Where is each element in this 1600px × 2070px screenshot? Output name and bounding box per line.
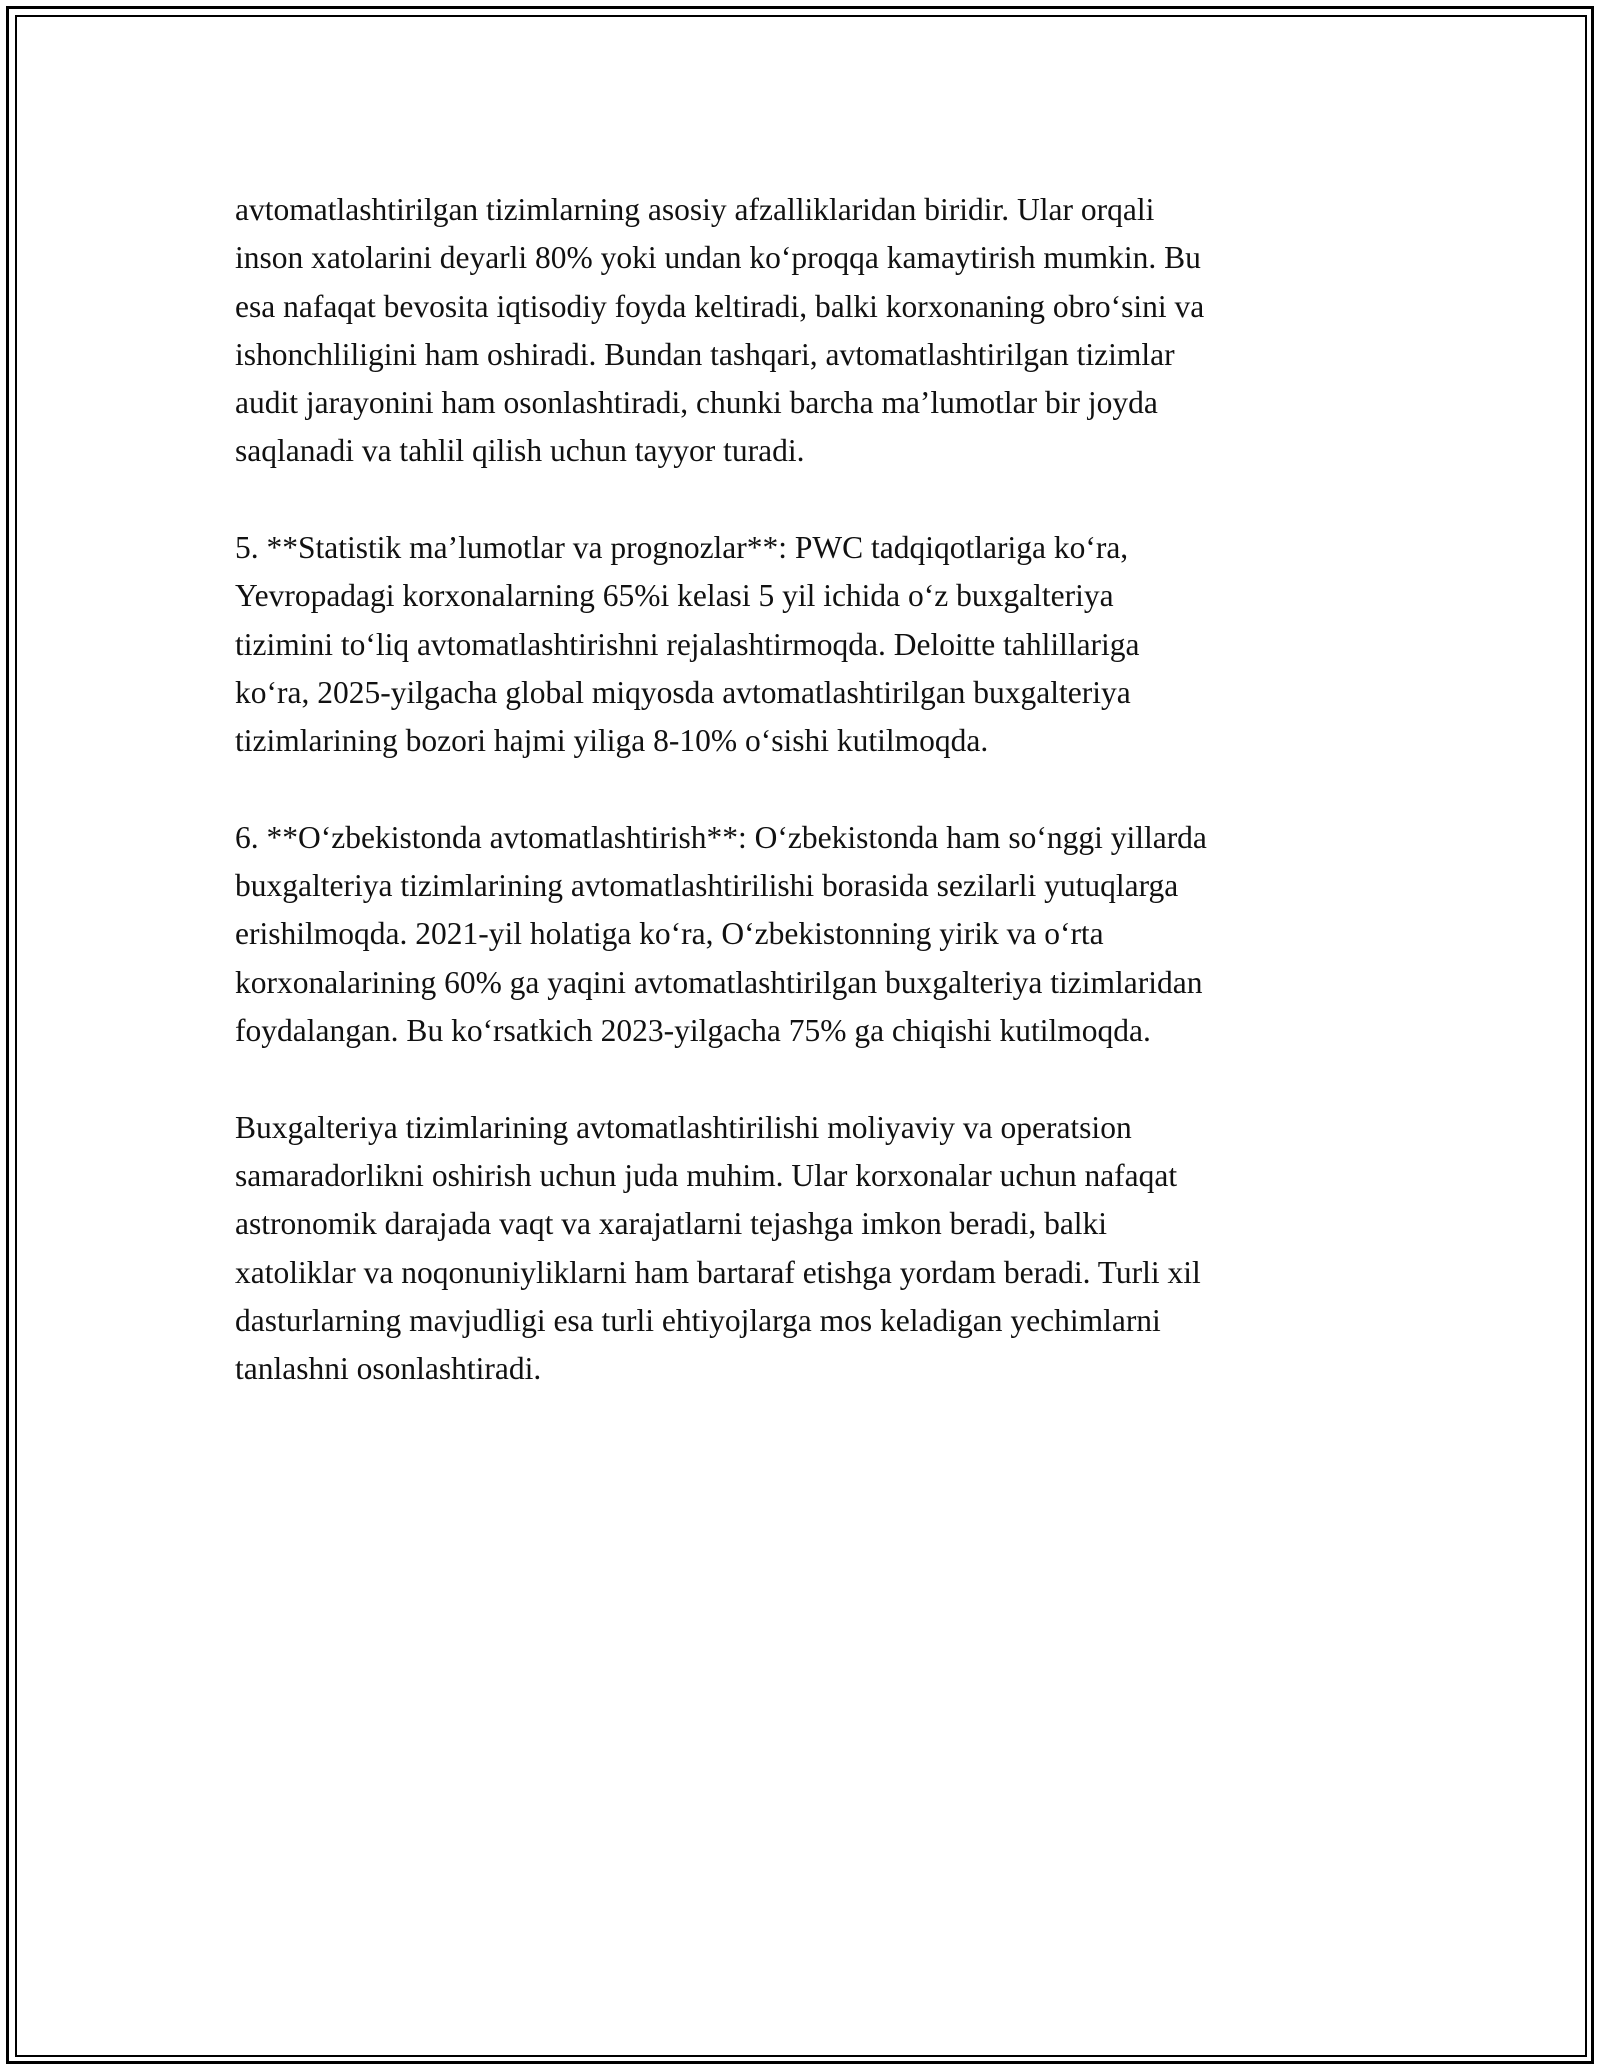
paragraph-conclusion [235, 1104, 1370, 1394]
text-line: saqlanadi va tahlil qilish uchun tayyor turadi. [235, 433, 805, 469]
text-line: Buxgalteriya tizimlarining avtomatlashtirilishi moliyaviy va operatsion [235, 1109, 1132, 1145]
text-line: tanlashni osonlashtiradi. [235, 1351, 542, 1387]
document-body [235, 186, 1370, 1442]
text-line: xatoliklar va noqonuniyliklarni ham bartaraf etishga yordam beradi. Turli xil [235, 1254, 1201, 1290]
text-line: 6. **O‘zbekistonda avtomatlashtirish**: O‘zbekistonda ham so‘nggi yillarda [235, 819, 1207, 855]
paragraph-statistics [235, 524, 1370, 765]
text-line: samaradorlikni oshirish uchun juda muhim. Ular korxonalar uchun nafaqat [235, 1157, 1178, 1193]
text-line: ishonchliligini ham oshiradi. Bundan tashqari, avtomatlashtirilgan tizimlar [235, 336, 1175, 372]
text-line: dasturlarning mavjudligi esa turli ehtiyojlarga mos keladigan yechimlarni [235, 1302, 1161, 1338]
text-line: esa nafaqat bevosita iqtisodiy foyda keltiradi, balki korxonaning obro‘sini va [235, 288, 1205, 324]
paragraph-automation-benefits [235, 186, 1370, 476]
text-line: audit jarayonini ham osonlashtiradi, chunki barcha ma’lumotlar bir joyda [235, 385, 1158, 421]
paragraph-uzbekistan [235, 814, 1370, 1055]
text-line: astronomik darajada vaqt va xarajatlarni tejashga imkon beradi, balki [235, 1206, 1108, 1242]
text-line: buxgalteriya tizimlarining avtomatlashtirilishi borasida sezilarli yutuqlarga [235, 868, 1179, 904]
text-line: avtomatlashtirilgan tizimlarning asosiy afzalliklaridan biridir. Ular orqali [235, 192, 1155, 227]
text-line: tizimini to‘liq avtomatlashtirishni rejalashtirmoqda. Deloitte tahlillariga [235, 626, 1140, 662]
text-line: erishilmoqda. 2021-yil holatiga ko‘ra, O‘zbekistonning yirik va o‘rta [235, 916, 1104, 952]
text-line: ko‘ra, 2025-yilgacha global miqyosda avtomatlashtirilgan buxgalteriya [235, 674, 1131, 710]
text-line: tizimlarining bozori hajmi yiliga 8-10% o‘sishi kutilmoqda. [235, 723, 989, 759]
text-line: 5. **Statistik ma’lumotlar va prognozlar**: PWC tadqiqotlariga ko‘ra, [235, 530, 1129, 566]
text-line: foydalangan. Bu ko‘rsatkich 2023-yilgacha 75% ga chiqishi kutilmoqda. [235, 1013, 1151, 1049]
text-line: inson xatolarini deyarli 80% yoki undan ko‘proqqa kamaytirish mumkin. Bu [235, 240, 1201, 276]
text-line: Yevropadagi korxonalarning 65%i kelasi 5 yil ichida o‘z buxgalteriya [235, 578, 1114, 614]
text-line: korxonalarining 60% ga yaqini avtomatlashtirilgan buxgalteriya tizimlaridan [235, 964, 1203, 1000]
